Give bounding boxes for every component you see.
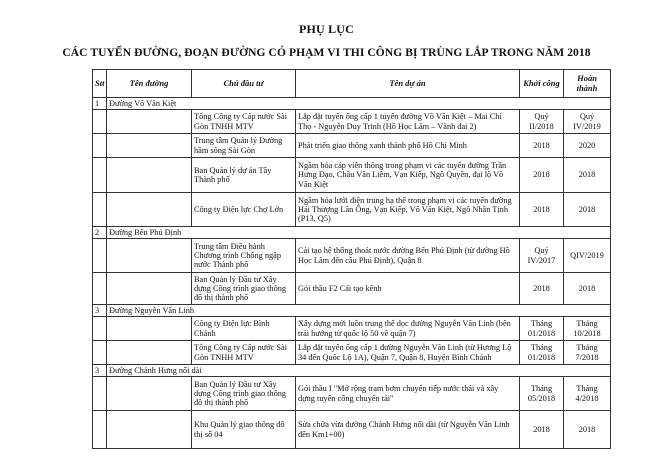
finish-cell: 2018 <box>564 193 611 227</box>
header-stt: Stt <box>93 70 107 98</box>
project-cell: Ngầm hóa lưới điện trung hạ thế trong phạm vi các tuyến đường Hải Thượng Lãn Ông, Vạn Kiếp, Võ Văn Kiệt, Ngô Nhân Tịnh (P13, Q5) <box>296 193 520 227</box>
start-cell: Quý II/2018 <box>520 110 564 134</box>
project-cell: Phát triển giao thông xanh thành phố Hồ Chí Minh <box>296 134 520 158</box>
investor-cell: Trung tâm Điều hành Chương trình Chống ngập nước Thành phố <box>192 239 296 273</box>
table-row <box>93 411 611 449</box>
table-row <box>93 273 611 305</box>
section-row <box>93 305 611 317</box>
table-row <box>93 317 611 341</box>
table-row <box>93 110 611 134</box>
start-cell: Quý IV/2017 <box>520 239 564 273</box>
header-investor: Chủ đầu tư <box>192 70 296 98</box>
table-row <box>93 341 611 365</box>
start-cell: 2018 <box>520 158 564 193</box>
table-row <box>93 158 611 193</box>
section-row <box>93 227 611 239</box>
finish-cell: QIV/2019 <box>564 239 611 273</box>
investor-cell: Khu Quản lý giao thông đô thị số 04 <box>192 411 296 449</box>
section-stt: 1 <box>93 98 107 110</box>
finish-cell: 2018 <box>564 273 611 305</box>
table-row <box>93 134 611 158</box>
investor-cell: Công ty Điện lực Chợ Lớn <box>192 193 296 227</box>
investor-cell: Tổng Công ty Cấp nước Sài Gòn TNHH MTV <box>192 110 296 134</box>
table-row <box>93 193 611 227</box>
header-road: Tên đường <box>107 70 192 98</box>
investor-cell: Ban Quản lý dự án Tây Thành phố <box>192 158 296 193</box>
finish-cell: 2020 <box>564 134 611 158</box>
finish-cell: 2018 <box>564 158 611 193</box>
start-cell: 2018 <box>520 134 564 158</box>
project-cell: Xây dựng mới luồn trung thế dọc đường Nguyễn Văn Linh (bên trái hướng từ quốc lộ 50 về quận 7) <box>296 317 520 341</box>
section-road-name: Đường Bến Phú Định <box>107 227 611 239</box>
project-cell: Ngầm hóa cáp viễn thông trong phạm vi các tuyến đường Trần Hưng Đạo, Châu Văn Liêm, Vạn Kiếp, Ngô Quyền, đại lộ Võ Văn Kiệt <box>296 158 520 193</box>
header-project: Tên dự án <box>296 70 520 98</box>
start-cell: Tháng 05/2018 <box>520 377 564 411</box>
header-start: Khởi công <box>520 70 564 98</box>
investor-cell: Tổng Công ty Cấp nước Sài Gòn TNHH MTV <box>192 341 296 365</box>
project-cell: Lắp đặt tuyến ống cấp 1 đường Nguyễn Văn Linh (từ Hương Lộ 34 đến Quốc Lộ 1A), Quận 7, Quận 8, Huyện Bình Chánh <box>296 341 520 365</box>
header-finish: Hoàn thành <box>564 70 611 98</box>
section-stt: 3 <box>93 365 107 377</box>
table-row <box>93 239 611 273</box>
document-subtitle: CÁC TUYẾN ĐƯỜNG, ĐOẠN ĐƯỜNG CÓ PHẠM VI THI CÔNG BỊ TRÙNG LẮP TRONG NĂM 2018 <box>62 47 591 59</box>
start-cell: Tháng 01/2018 <box>520 341 564 365</box>
finish-cell: Tháng 10/2018 <box>564 317 611 341</box>
appendix-title: PHỤ LỤC <box>298 22 355 36</box>
project-cell: Gói thầu I "Mở rộng trạm bơm chuyển tiếp nước thải và xây dựng tuyến cống chuyển tải" <box>296 377 520 411</box>
table-header-row <box>93 70 611 98</box>
section-row <box>93 365 611 377</box>
table-row <box>93 377 611 411</box>
finish-cell: 2018 <box>564 411 611 449</box>
start-cell: 2018 <box>520 193 564 227</box>
investor-cell: Ban Quản lý Đầu tư Xây dựng Công trình giao thông đô thị thành phố <box>192 377 296 411</box>
section-road-name: Đường Nguyễn Văn Linh <box>107 305 611 317</box>
section-row <box>93 98 611 110</box>
investor-cell: Ban Quản lý Đầu tư Xây dựng Công trình giao thông đô thị thành phố <box>192 273 296 305</box>
section-stt: 3 <box>93 305 107 317</box>
section-road-name: Đường Chánh Hưng nối dài <box>107 365 611 377</box>
start-cell: 2018 <box>520 273 564 305</box>
investor-cell: Trung tâm Quản lý Đường hầm sông Sài Gòn <box>192 134 296 158</box>
finish-cell: Tháng 4/2018 <box>564 377 611 411</box>
project-cell: Lắp đặt tuyến ống cấp 1 tuyến đường Võ Văn Kiệt – Mai Chí Thọ - Nguyễn Duy Trinh (Hồ Học Lãm – Vành đai 2) <box>296 110 520 134</box>
start-cell: 2018 <box>520 411 564 449</box>
section-road-name: Đường Võ Văn Kiệt <box>107 98 611 110</box>
overlap-roads-table <box>92 69 611 449</box>
finish-cell: Quý IV/2019 <box>564 110 611 134</box>
section-stt: 2 <box>93 227 107 239</box>
project-cell: Gói thầu F2 Cải tạo kênh <box>296 273 520 305</box>
finish-cell: Tháng 7/2018 <box>564 341 611 365</box>
investor-cell: Công ty Điện lực Bình Chánh <box>192 317 296 341</box>
project-cell: Cải tạo hệ thống thoát nước đường Bến Phú Định (từ đường Hồ Học Lãm đến cầu Phú Định), Quận 8 <box>296 239 520 273</box>
start-cell: Tháng 01/2018 <box>520 317 564 341</box>
project-cell: Sửa chữa vừa đường Chánh Hưng nối dài (từ Nguyễn Văn Linh đến Km1+00) <box>296 411 520 449</box>
